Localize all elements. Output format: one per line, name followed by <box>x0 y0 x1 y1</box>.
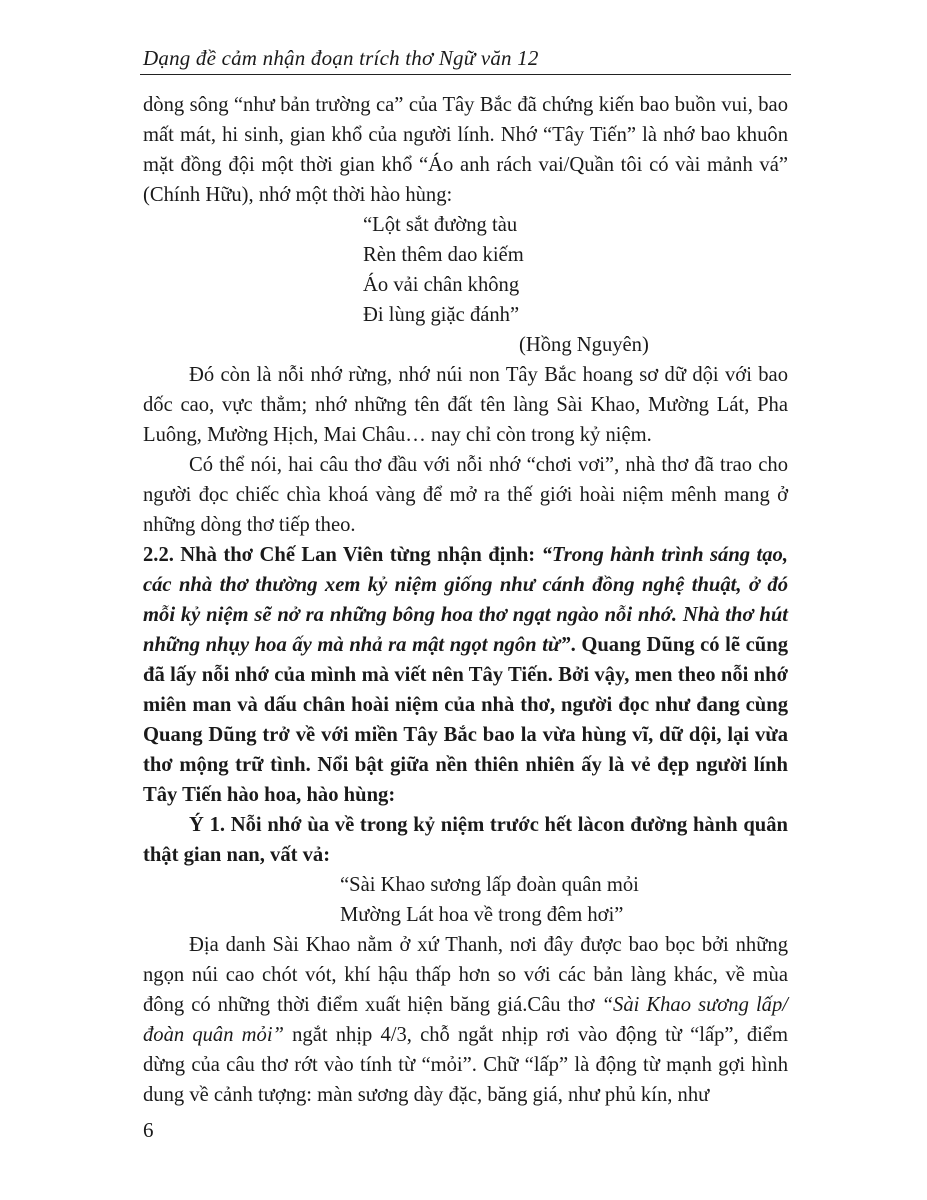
poem-line: Mường Lát hoa về trong đêm hơi” <box>340 904 624 926</box>
poem-line: Rèn thêm dao kiếm <box>363 244 524 266</box>
poem-line: Áo vải chân không <box>363 274 520 296</box>
section-lead: 2.2. Nhà thơ Chế Lan Viên từng nhận định: <box>143 544 542 566</box>
paragraph <box>143 930 788 1110</box>
page-number: 6 <box>143 1118 154 1142</box>
section-quote: “Trong hành trình sáng tạo, các nhà thơ thường xem kỷ niệm giống như cánh đồng nghệ thuật, ở đó mỗi kỷ niệm sẽ nở ra những bông hoa thơ ngạt ngào nỗi nhớ. Nhà thơ hút những nhụy hoa ấy mà nhả ra mật ngọt ngôn từ” <box>143 544 788 656</box>
paragraph: Đó còn là nỗi nhớ rừng, nhớ núi non Tây Bắc hoang sơ dữ dội với bao dốc cao, vực thẳm; nhớ những tên đất tên làng Sài Khao, Mường Lát, Pha Luông, Mường Hịch, Mai Châu… nay chỉ còn trong kỷ niệm. <box>143 364 788 446</box>
inline-quote: “Sài Khao sương lấp/ đoàn quân mỏi” <box>143 994 788 1046</box>
header-divider <box>140 74 791 75</box>
section-rest: . Quang Dũng có lẽ cũng đã lấy nỗi nhớ của mình mà viết nên Tây Tiến. Bởi vậy, men theo nỗi nhớ miên man và dấu chân hoài niệm của nhà thơ, người đọc như đang cùng Quang Dũng trở về với miền Tây Bắc bao la vừa hùng vĩ, dữ dội, lại vừa thơ mộng trữ tình. Nổi bật giữa nền thiên nhiên ấy là vẻ đẹp người lính Tây Tiến hào hoa, hào hùng: <box>143 634 788 806</box>
paragraph: Có thể nói, hai câu thơ đầu với nỗi nhớ “chơi vơi”, nhà thơ đã trao cho người đọc chiếc chìa khoá vàng để mở ra thế giới hoài niệm mênh mang ở những dòng thơ tiếp theo. <box>143 454 788 536</box>
paragraph-text: ngắt nhịp 4/3, chỗ ngắt nhịp rơi vào động từ “lấp”, điểm dừng của câu thơ rớt vào tính từ “mỏi”. Chữ “lấp” là động từ mạnh gợi hình dung về cảnh tượng: màn sương dày đặc, băng giá, như phủ kín, như <box>143 1024 788 1106</box>
paragraph: dòng sông “như bản trường ca” của Tây Bắc đã chứng kiến bao buồn vui, bao mất mát, hi sinh, gian khổ của người lính. Nhớ “Tây Tiến” là nhớ bao khuôn mặt đồng đội một thời gian khổ “Áo anh rách vai/Quần tôi có vài mảnh vá” (Chính Hữu), nhớ một thời hào hùng: <box>143 94 788 206</box>
poem-block <box>143 870 788 930</box>
idea-heading: Ý 1. Nỗi nhớ ùa về trong kỷ niệm trước hết làcon đường hành quân thật gian nan, vất vả: <box>143 814 788 866</box>
section-heading-paragraph <box>143 540 788 810</box>
poem-line: “Lột sắt đường tàu <box>363 214 518 236</box>
poem-block <box>143 210 788 360</box>
page-body <box>143 90 788 1110</box>
poem-line: Đi lùng giặc đánh” <box>363 304 520 326</box>
poem-attribution: (Hồng Nguyên) <box>519 334 649 356</box>
running-header: Dạng đề cảm nhận đoạn trích thơ Ngữ văn 12 <box>143 46 539 70</box>
paragraph-text: Địa danh Sài Khao nằm ở xứ Thanh, nơi đây được bao bọc bởi những ngọn núi cao chót vót, khí hậu thấp hơn so với các bản làng khác, về mùa đông có những thời điểm xuất hiện băng giá.Câu thơ <box>143 934 788 1016</box>
poem-line: “Sài Khao sương lấp đoàn quân mỏi <box>340 874 639 896</box>
